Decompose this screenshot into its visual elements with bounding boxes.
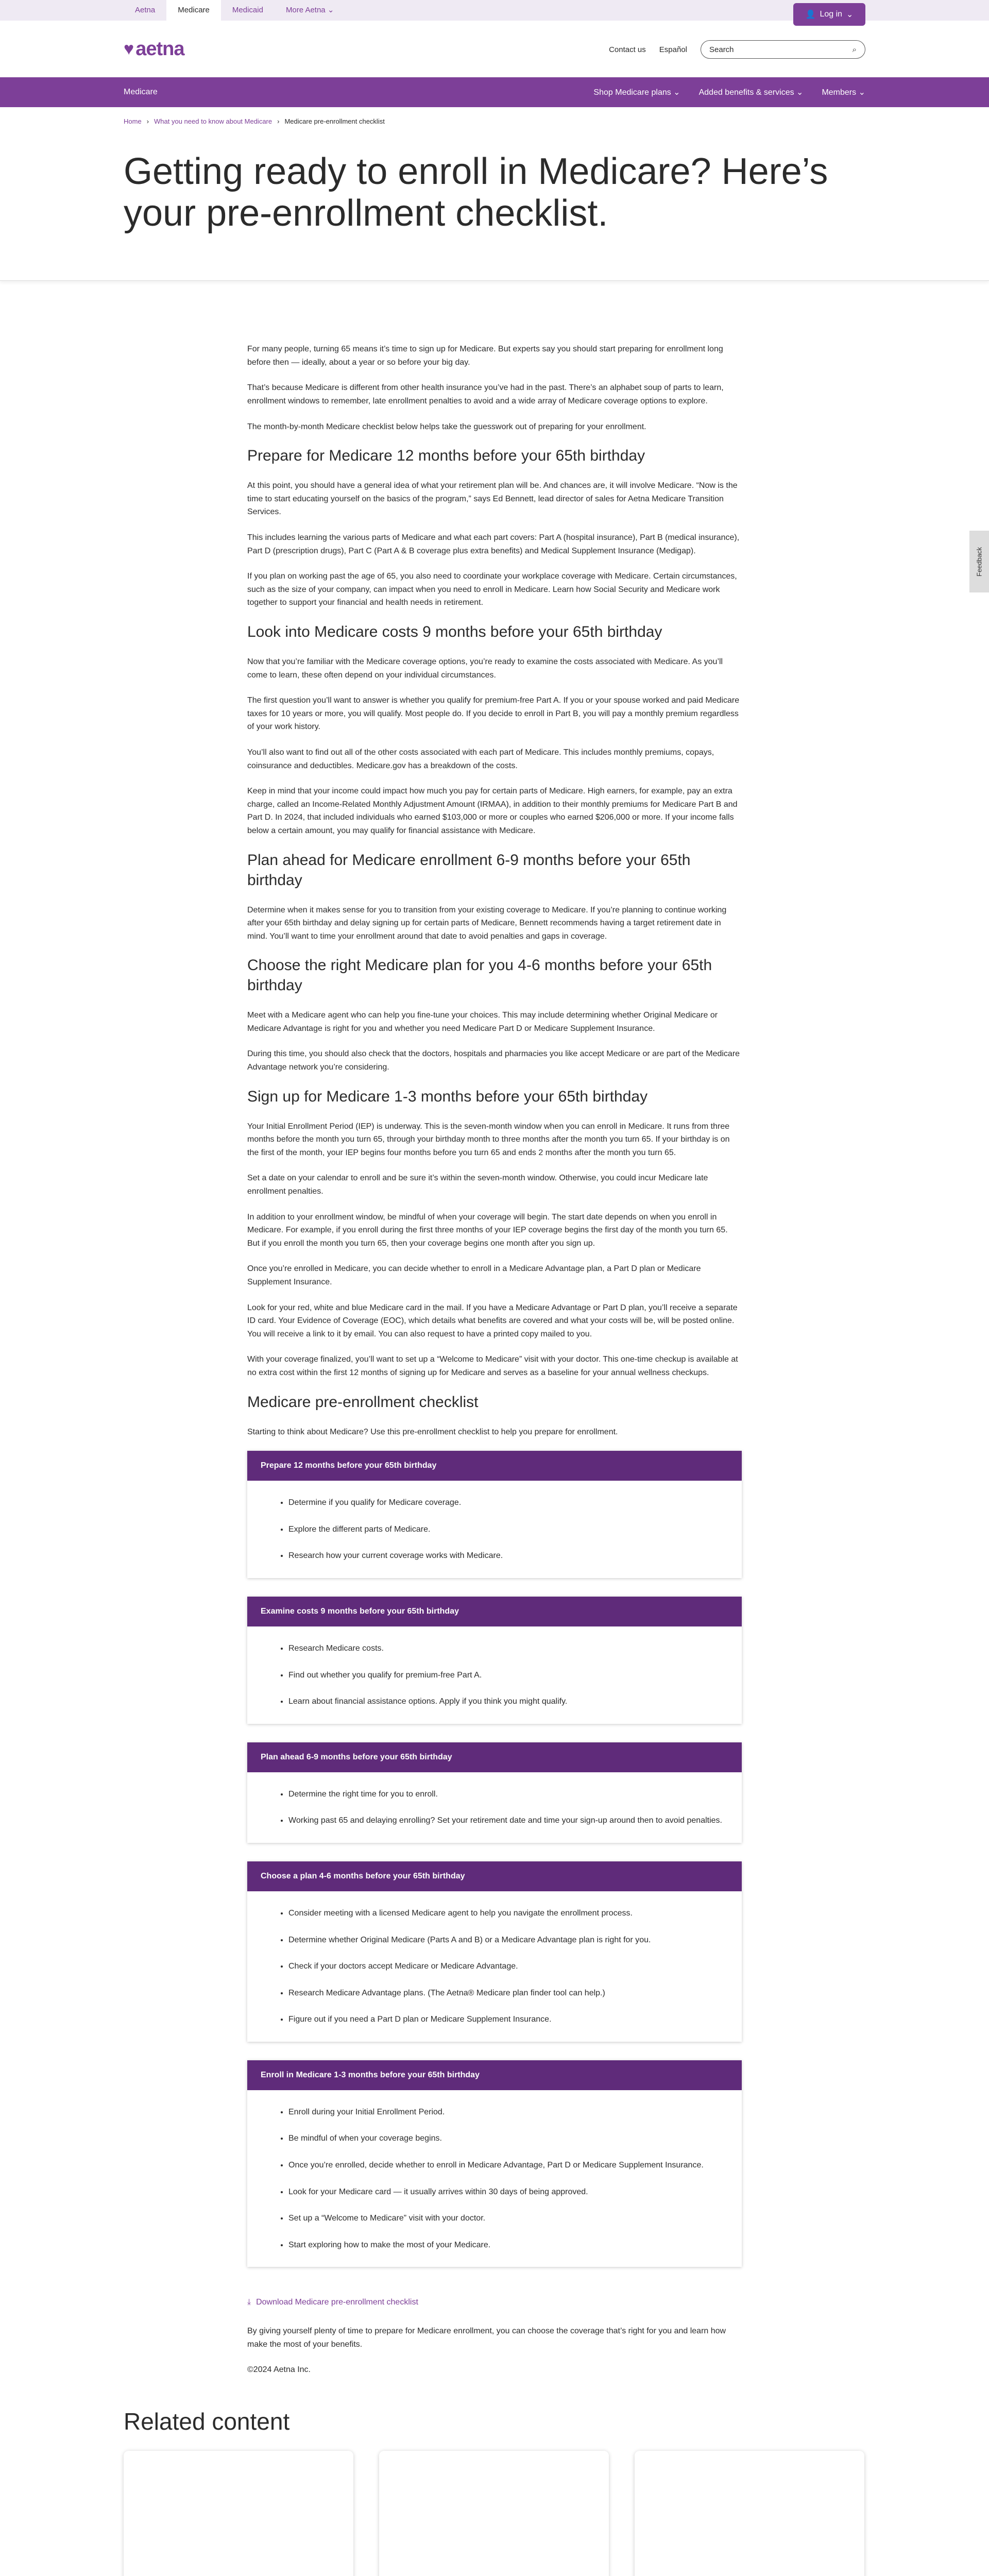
download-icon: ⤓ — [247, 2298, 251, 2307]
util-tab-medicaid[interactable]: Medicaid — [232, 6, 263, 14]
checklist-item: • Be mindful of when your coverage begins. — [288, 2132, 728, 2145]
aetna-logo[interactable]: ♥ aetna — [124, 38, 184, 60]
breadcrumb: Home › What you need to know about Medicare › Medicare pre-enrollment checklist — [124, 117, 385, 125]
checklist-item: • Enroll during your Initial Enrollment Period. — [288, 2106, 728, 2119]
checklist-item: • Set up a “Welcome to Medicare” visit with your doctor. — [288, 2212, 728, 2225]
paragraph: The month-by-month Medicare checklist below helps take the guesswork out of preparing for your enrollment. — [247, 422, 646, 431]
checklist-item: • Research Medicare Advantage plans. (The Aetna® Medicare plan finder tool can help.) — [288, 1987, 728, 2000]
checklist-item: • Learn about financial assistance options. Apply if you think you might qualify. — [288, 1695, 728, 1708]
paragraph: With your coverage finalized, you’ll want to set up a “Welcome to Medicare” visit with your doctor. This one-time checkup is available at no extra cost within the first 12 months of signing up for Medicare and serves as a baseline for your annual wellness checkups. — [247, 1355, 738, 1377]
paragraph: This includes learning the various parts of Medicare and what each part covers: Part A (hospital insurance), Part B (medical insurance), Part D (prescription drugs), Part C (Part A & B coverage plus extra benefits) and Medical Supplement Insurance (Medigap). — [247, 533, 740, 555]
paragraph: You’ll also want to find out all of the other costs associated with each part of Medicare. This includes monthly premiums, copays, coinsurance and deductibles. Medicare.gov has a breakdown of the costs. — [247, 748, 714, 770]
section-heading: Plan ahead for Medicare enrollment 6-9 months before your 65th birthday — [247, 851, 691, 889]
paragraph: Now that you’re familiar with the Medicare coverage options, you’re ready to examine the costs associated with Medicare. As you’ll come to learn, these often depend on your individual circumstances. — [247, 657, 723, 680]
breadcrumb-medicare-basics[interactable]: What you need to know about Medicare — [154, 117, 272, 125]
related-content — [124, 2408, 865, 2576]
related-card-image — [379, 2451, 609, 2576]
hero — [0, 107, 989, 281]
checklist-card — [247, 1861, 742, 2042]
section-heading: Medicare pre-enrollment checklist — [247, 1393, 479, 1411]
util-tab-medicare[interactable]: Medicare — [166, 0, 221, 21]
checklist-card — [247, 1451, 742, 1578]
checklist-item: • Determine if you qualify for Medicare coverage. — [288, 1496, 728, 1510]
section-heading: Choose the right Medicare plan for you 4-6 months before your 65th birthday — [247, 957, 712, 994]
checklist-item: • Find out whether you qualify for premium-free Part A. — [288, 1669, 728, 1682]
section-heading: Sign up for Medicare 1-3 months before your 65th birthday — [247, 1088, 648, 1105]
paragraph: That’s because Medicare is different from other health insurance you’ve had in the past. There’s an alphabet soup of parts to learn, enrollment windows to remember, late enrollment penalties to avoid and a wide array of Medicare coverage options to explore. — [247, 383, 724, 406]
paragraph: If you plan on working past the age of 65, you also need to coordinate your workplace coverage with Medicare. Certain circumstances, such as the size of your company, can impact when you need to enroll in Medicare. Learn how Social Security and Medicare work together to support your financial and health needs in retirement. — [247, 572, 737, 607]
login-button[interactable]: 👤 Log in ⌄ — [793, 3, 865, 26]
checklist-item: • Once you’re enrolled, decide whether to enroll in Medicare Advantage, Part D or Medicare Supplement Insurance. — [288, 2159, 728, 2172]
checklist-item: • Check if your doctors accept Medicare or Medicare Advantage. — [288, 1960, 728, 1973]
checklist-item: • Start exploring how to make the most of your Medicare. — [288, 2239, 728, 2252]
paragraph: The first question you’ll want to answer is whether you qualify for premium-free Part A. If you or your spouse worked and paid Medicare taxes for 10 years or more, you will qualify. Most people do. If you decide to enroll in Part B, you will pay a monthly premium regardless of your work history. — [247, 696, 740, 732]
paragraph: For many people, turning 65 means it’s time to sign up for Medicare. But experts say you should start preparing for enrollment long before then — ideally, about a year or so before your big day. — [247, 345, 723, 367]
search-input[interactable]: Search ⌕ — [701, 40, 865, 59]
breadcrumb-current: Medicare pre-enrollment checklist — [284, 117, 385, 125]
paragraph: Starting to think about Medicare? Use this pre-enrollment checklist to help you prepare for enrollment. — [247, 1427, 618, 1436]
checklist-card-title: Prepare 12 months before your 65th birthday — [247, 1451, 742, 1481]
checklist-item: • Working past 65 and delaying enrolling? Set your retirement date and time your sign-up around then to avoid penalties. — [288, 1814, 728, 1827]
checklist-item: • Determine whether Original Medicare (Parts A and B) or a Medicare Advantage plan is right for you. — [288, 1934, 728, 1947]
article-body — [247, 281, 742, 2377]
section-heading: Prepare for Medicare 12 months before your 65th birthday — [247, 447, 645, 465]
espanol-link[interactable]: Español — [659, 45, 687, 54]
contact-us-link[interactable]: Contact us — [609, 45, 646, 54]
checklist-item: • Consider meeting with a licensed Medicare agent to help you navigate the enrollment process. — [288, 1907, 728, 1920]
nav-shop-plans[interactable]: Shop Medicare plans ⌄ — [593, 88, 680, 97]
search-icon: ⌕ — [852, 45, 857, 54]
chevron-down-icon: ⌄ — [327, 6, 334, 14]
chevron-down-icon: ⌄ — [846, 10, 854, 19]
util-tab-more-aetna[interactable]: More Aetna ⌄ — [285, 6, 334, 14]
checklist-card — [247, 2060, 742, 2267]
paragraph: Set a date on your calendar to enroll and be sure it’s within the seven-month window. Otherwise, you could incur Medicare late enrollment penalties. — [247, 1174, 708, 1196]
checklist-item: • Look for your Medicare card — it usually arrives within 30 days of being approved. — [288, 2185, 728, 2199]
checklist-card-title: Examine costs 9 months before your 65th birthday — [247, 1597, 742, 1626]
checklist-item: • Determine the right time for you to enroll. — [288, 1788, 728, 1801]
checklist-item: • Research Medicare costs. — [288, 1642, 728, 1655]
feedback-tab[interactable]: Feedback — [969, 531, 989, 592]
paragraph: Keep in mind that your income could impact how much you pay for certain parts of Medicare. High earners, for example, pay an extra charge, called an Income-Related Monthly Adjustment Amount (IRMAA), in addition to their monthly premiums for Medicare Part B and Part D. In 2024, that included individuals who earned $103,000 or more or couples who earned $206,000 or more. If your income falls below a certain amount, you may qualify for financial assistance with Medicare. — [247, 787, 738, 835]
user-icon: 👤 — [805, 10, 816, 19]
paragraph: By giving yourself plenty of time to prepare for Medicare enrollment, you can choose the coverage that’s right for you and learn how make the most of your benefits. — [247, 2327, 726, 2349]
checklist-item: • Research how your current coverage works with Medicare. — [288, 1549, 728, 1563]
paragraph: At this point, you should have a general idea of what your retirement plan will be. And chances are, it will involve Medicare. “Now is the time to start educating yourself on the basics of the program,” says Ed Bennett, lead director of sales for Aetna Medicare Transition Services. — [247, 481, 738, 517]
page-title: Getting ready to enroll in Medicare? Here’s your pre-enrollment checklist. — [124, 151, 828, 234]
breadcrumb-home[interactable]: Home — [124, 117, 142, 125]
paragraph: Once you’re enrolled in Medicare, you can decide whether to enroll in a Medicare Advantage plan, a Part D plan or Medicare Supplement Insurance. — [247, 1264, 701, 1286]
related-card-image — [635, 2451, 864, 2576]
related-card[interactable] — [124, 2451, 353, 2576]
paragraph: Your Initial Enrollment Period (IEP) is underway. This is the seven-month window when you can enroll in Medicare. It runs from three months before the month you turn 65, through your birthday month to three months after the month you turn 65. If your birthday is on the first of the month, your IEP begins four months before you turn 65 and ends 2 months after the month you turn 65. — [247, 1122, 730, 1157]
checklist-card-title: Plan ahead 6-9 months before your 65th birthday — [247, 1742, 742, 1772]
site-header — [0, 21, 989, 77]
checklist-item: • Explore the different parts of Medicare. — [288, 1523, 728, 1536]
related-card[interactable] — [635, 2451, 864, 2576]
checklist-card-title: Choose a plan 4-6 months before your 65th birthday — [247, 1861, 742, 1891]
paragraph: Look for your red, white and blue Medicare card in the mail. If you have a Medicare Advantage or Part D plan, you’ll receive a separate ID card. Your Evidence of Coverage (EOC), which details what benefits are covered and what your costs will be, will be posted online. You will receive a link to it by email. You can also request to have a printed copy mailed to you. — [247, 1303, 738, 1338]
util-tab-aetna[interactable]: Aetna — [135, 6, 156, 14]
checklist-item: • Figure out if you need a Part D plan or Medicare Supplement Insurance. — [288, 2013, 728, 2026]
related-card[interactable] — [379, 2451, 609, 2576]
checklist-card — [247, 1597, 742, 1724]
paragraph: During this time, you should also check that the doctors, hospitals and pharmacies you like accept Medicare or are part of the Medicare Advantage network you’re considering. — [247, 1049, 740, 1072]
nav-title[interactable]: Medicare — [124, 88, 158, 96]
utility-bar — [0, 0, 989, 21]
nav-members[interactable]: Members ⌄ — [822, 88, 865, 97]
paragraph: Determine when it makes sense for you to transition from your existing coverage to Medicare. If you’re planning to continue working after your 65th birthday and delay signing up for certain parts of Medicare, Bennett recommends having a target retirement date in mind. You’ll want to time your enrollment around that date to avoid penalties and gaps in coverage. — [247, 905, 727, 941]
article-copyright: ©2024 Aetna Inc. — [247, 2365, 311, 2375]
section-heading: Look into Medicare costs 9 months before your 65th birthday — [247, 623, 662, 640]
medicare-nav — [0, 77, 989, 107]
checklist-card-title: Enroll in Medicare 1-3 months before your 65th birthday — [247, 2060, 742, 2090]
heart-logo-icon: ♥ — [124, 39, 134, 59]
related-heading: Related content — [124, 2408, 290, 2435]
paragraph: Meet with a Medicare agent who can help you fine-tune your choices. This may include determining whether Original Medicare or Medicare Advantage is right for you and whether you need Medicare Part D or Medicare Supplement Insurance. — [247, 1011, 718, 1033]
paragraph: In addition to your enrollment window, be mindful of when your coverage will begin. The start date depends on when you enroll in Medicare. For example, if you enroll during the first three months of your IEP coverage begins the first day of the month you turn 65. But if you enroll the month you turn 65, then your coverage begins one month after you sign up. — [247, 1212, 728, 1248]
checklist-card — [247, 1742, 742, 1843]
related-card-image — [124, 2451, 353, 2576]
nav-added-benefits[interactable]: Added benefits & services ⌄ — [698, 88, 804, 97]
download-checklist-link[interactable]: ⤓ Download Medicare pre-enrollment checklist — [247, 2296, 742, 2309]
